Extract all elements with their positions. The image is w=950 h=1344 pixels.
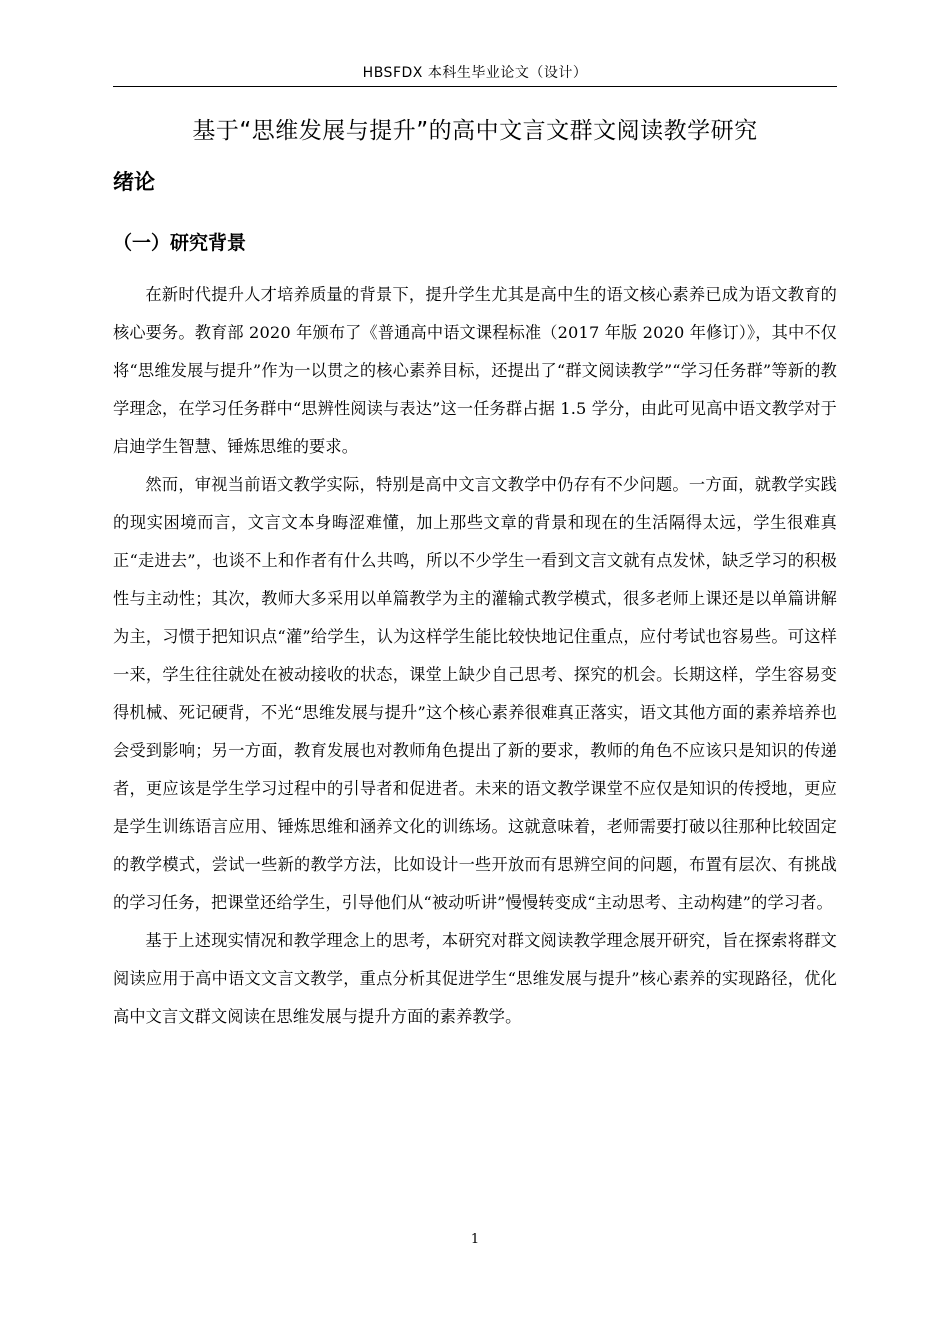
page-number: 1 — [470, 1232, 480, 1247]
section-heading: （一）研究背景 — [113, 232, 247, 254]
paper-title: 基于“思维发展与提升”的高中文言文群文阅读教学研究 — [192, 118, 758, 144]
chapter-heading: 绪论 — [113, 170, 155, 194]
paragraph-2: 然而，审视当前语文教学实际，特别是高中文言文教学中仍存有不少问题。一方面，就教学实践的现实困境而言，文言文本身晦涩难懂，加上那些文章的背景和现在的生活隔得太远，学生很难真正“走进去”，也谈不上和作者有什么共鸣，所以不少学生一看到文言文就有点发怵，缺乏学习的积极性与主动性；其次，教师大多采用以单篇教学为主的灌输式教学模式，很多老师上课还是以单篇讲解为主，习惯于把知识点“灌”给学生，认为这样学生能比较快地记住重点，应付考试也容易些。可这样一来，学生往往就处在被动接收的状态，课堂上缺少自己思考、探究的机会。长期这样，学生容易变得机械、死记硬背，不光“思维发展与提升”这个核心素养很难真正落实，语文其他方面的素养培养也会受到影响；另一方面，教育发展也对教师角色提出了新的要求，教师的角色不应该只是知识的传递者，更应该是学生学习过程中的引导者和促进者。未来的语文教学课堂不应仅是知识的传授地，更应是学生训练语言应用、锤炼思维和涵养文化的训练场。这就意味着，老师需要打破以往那种比较固定的教学模式，尝试一些新的教学方法，比如设计一些开放而有思辨空间的问题，布置有层次、有挑战的学习任务，把课堂还给学生，引导他们从“被动听讲”慢慢转变成“主动思考、主动构建”的学习者。 — [113, 475, 837, 912]
paragraph-1: 在新时代提升人才培养质量的背景下，提升学生尤其是高中生的语文核心素养已成为语文教育的核心要务。教育部 2020 年颁布了《普通高中语文课程标准（2017 年版 2020 年修订）》，其中不仅将“思维发展与提升”作为一以贯之的核心素养目标，还提出了“群文阅读教学”“学习任务群”等新的教学理念，在学习任务群中“思辨性阅读与表达”这一任务群占据 1.5 学分，由此可见高中语文教学对于启迪学生智慧、锤炼思维的要求。 — [113, 285, 837, 456]
body-text — [113, 276, 837, 1036]
header-rule — [113, 86, 837, 87]
running-header: HBSFDX 本科生毕业论文（设计） — [362, 65, 588, 81]
paragraph-3: 基于上述现实情况和教学理念上的思考，本研究对群文阅读教学理念展开研究，旨在探索将群文阅读应用于高中语文文言文教学，重点分析其促进学生“思维发展与提升”核心素养的实现路径，优化高中文言文群文阅读在思维发展与提升方面的素养教学。 — [113, 931, 837, 1026]
